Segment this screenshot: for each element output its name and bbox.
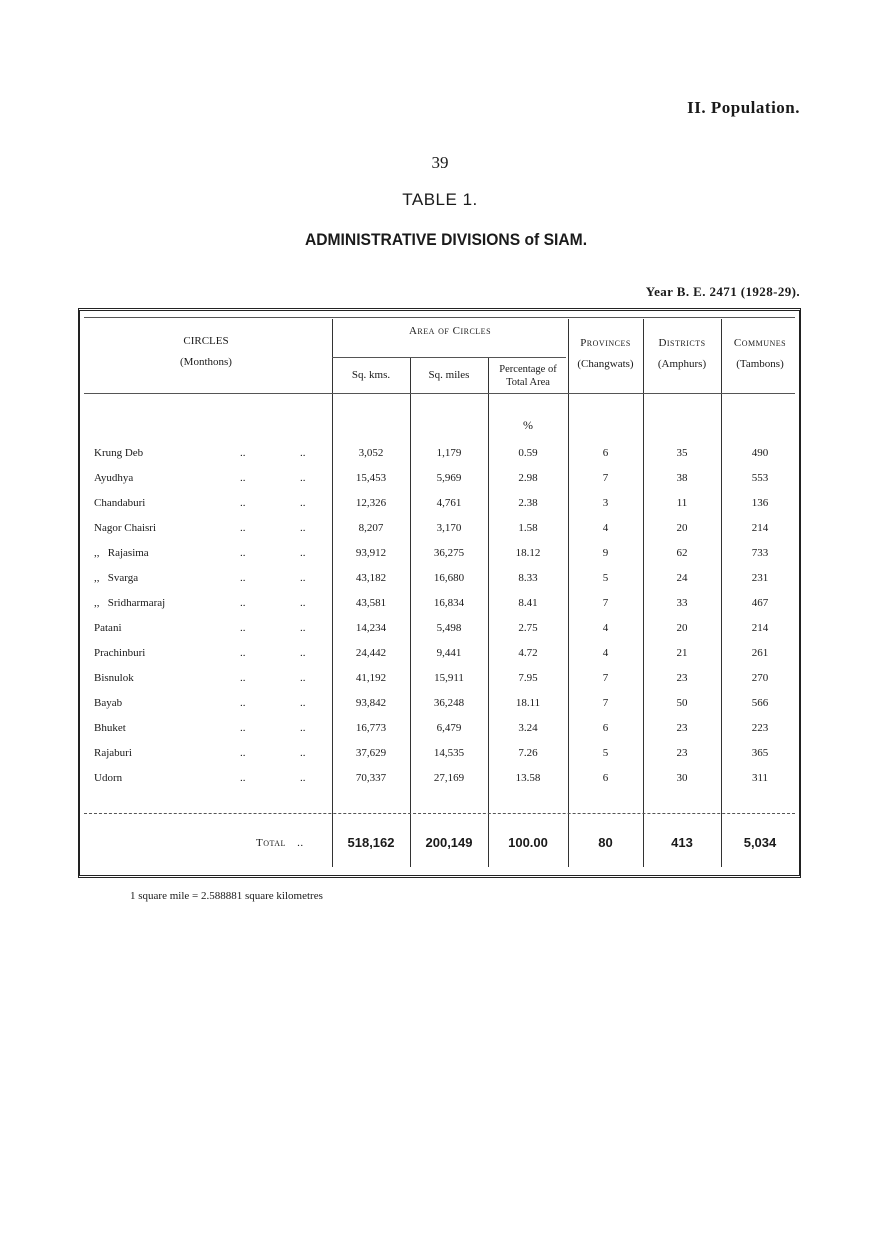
districts-cell: 35 [676,447,688,459]
percentage-cell: 2.38 [518,497,538,509]
total-label: Total .. [256,837,304,849]
percentage-cell: 8.33 [518,572,538,584]
provinces-cell: 6 [602,772,609,784]
provinces-cell: 7 [602,472,609,484]
sq-miles-cell: 5,498 [436,622,462,634]
table-row [80,672,799,697]
section-heading: II. Population. [687,98,800,117]
circles-header: CIRCLES (Monthons) [180,335,232,368]
sq-kms-cell: 24,442 [355,647,387,659]
percentage-cell: 8.41 [518,597,538,609]
communes-cell: 223 [751,722,769,734]
provinces-cell: 4 [602,522,609,534]
districts-cell: 50 [676,697,688,709]
circle-name: Rajaburi [94,747,132,759]
communes-cell: 136 [751,497,769,509]
districts-cell: 21 [676,647,688,659]
leader-dots: .. [300,722,306,734]
circle-name: Chandaburi [94,497,146,509]
sq-miles-cell: 4,761 [436,497,462,509]
percentage-cell: 2.98 [518,472,538,484]
sq-kms-header: Sq. kms. [351,369,391,381]
header-bottom-rule [84,393,795,394]
sq-kms-cell: 16,773 [355,722,387,734]
table-title: TABLE 1. [402,190,478,209]
districts-cell: 62 [676,547,688,559]
percentage-cell: 18.12 [515,547,541,559]
sq-miles-cell: 16,834 [433,597,465,609]
provinces-cell: 5 [602,572,609,584]
circle-name: ,, Rajasima [94,547,149,559]
communes-cell: 261 [751,647,769,659]
sq-miles-header: Sq. miles [428,369,470,381]
table-row [80,447,799,472]
percentage-cell: 13.58 [515,772,541,784]
communes-cell: 365 [751,747,769,759]
sq-kms-cell: 93,842 [355,697,387,709]
leader-dots: .. [240,622,246,634]
leader-dots: .. [300,447,306,459]
sq-miles-cell: 9,441 [436,647,462,659]
table-row [80,697,799,722]
divisions-table [78,308,801,878]
leader-dots: .. [240,472,246,484]
percentage-cell: 7.95 [518,672,538,684]
leader-dots: .. [300,647,306,659]
percentage-cell: 4.72 [518,647,538,659]
provinces-cell: 4 [602,622,609,634]
districts-cell: 33 [676,597,688,609]
table-row [80,547,799,572]
sq-kms-cell: 43,182 [355,572,387,584]
table-row [80,747,799,772]
leader-dots: .. [300,772,306,784]
sq-kms-cell: 8,207 [358,522,384,534]
leader-dots: .. [240,747,246,759]
area-group-rule [332,357,566,358]
circle-name: Bisnulok [94,672,134,684]
sq-kms-cell: 15,453 [355,472,387,484]
footnote: 1 square mile = 2.588881 square kilometres [130,890,323,902]
districts-cell: 23 [676,747,688,759]
sq-miles-cell: 3,170 [436,522,462,534]
districts-cell: 23 [676,722,688,734]
total-row [80,835,799,857]
circle-name: Prachinburi [94,647,146,659]
table-row [80,722,799,747]
districts-cell: 30 [676,772,688,784]
table-subtitle: ADMINISTRATIVE DIVISIONS of SIAM. [304,230,588,249]
provinces-cell: 9 [602,547,609,559]
table-row [80,622,799,647]
leader-dots: .. [300,497,306,509]
percentage-cell: 7.26 [518,747,538,759]
communes-cell: 270 [751,672,769,684]
communes-cell: 566 [751,697,769,709]
provinces-cell: 7 [602,697,609,709]
percentage-cell: 0.59 [518,447,538,459]
area-group-header: Area of Circles [408,325,492,337]
leader-dots: .. [300,747,306,759]
districts-cell: 11 [676,497,688,509]
leader-dots: .. [300,597,306,609]
communes-cell: 311 [751,772,769,784]
leader-dots: .. [240,672,246,684]
year-note: Year B. E. 2471 (1928-29). [645,284,800,299]
leader-dots: .. [300,547,306,559]
communes-cell: 490 [751,447,769,459]
total-provinces: 80 [598,835,613,850]
sq-miles-cell: 15,911 [434,672,464,684]
total-districts: 413 [671,835,693,850]
percentage-cell: 1.58 [518,522,538,534]
circle-name: ,, Svarga [94,572,139,584]
table-row [80,597,799,622]
leader-dots: .. [240,572,246,584]
sq-miles-cell: 14,535 [433,747,465,759]
sq-kms-cell: 43,581 [355,597,387,609]
percentage-cell: 3.24 [518,722,538,734]
sq-miles-cell: 16,680 [433,572,465,584]
sq-kms-cell: 93,912 [355,547,387,559]
sq-miles-cell: 36,248 [433,697,465,709]
sq-kms-cell: 37,629 [355,747,387,759]
sq-miles-cell: 5,969 [436,472,462,484]
provinces-cell: 7 [602,672,609,684]
table-row [80,522,799,547]
leader-dots: .. [240,647,246,659]
districts-cell: 23 [676,672,688,684]
provinces-cell: 6 [602,447,609,459]
circle-name: Bayab [94,697,123,709]
leader-dots: .. [240,722,246,734]
communes-cell: 214 [751,622,769,634]
percentage-cell: 18.11 [515,697,541,709]
provinces-cell: 3 [602,497,609,509]
leader-dots: .. [240,447,246,459]
leader-dots: .. [240,497,246,509]
table-row [80,497,799,522]
sq-miles-cell: 27,169 [433,772,465,784]
sq-kms-cell: 41,192 [355,672,387,684]
sq-miles-cell: 1,179 [436,447,462,459]
provinces-cell: 5 [602,747,609,759]
provinces-cell: 6 [602,722,609,734]
sq-kms-cell: 12,326 [355,497,387,509]
sq-kms-cell: 14,234 [355,622,387,634]
districts-cell: 38 [676,472,688,484]
districts-cell: 20 [676,522,688,534]
circle-name: Patani [94,622,122,634]
provinces-header: Provinces (Changwats) [577,337,634,370]
communes-cell: 467 [751,597,769,609]
table-row [80,647,799,672]
communes-cell: 733 [751,547,769,559]
leader-dots: .. [240,697,246,709]
circle-name: Nagor Chaisri [94,522,157,534]
communes-header: Communes (Tambons) [733,337,787,370]
leader-dots: .. [300,672,306,684]
table-row [80,572,799,597]
sq-kms-cell: 70,337 [355,772,387,784]
circle-name: Ayudhya [94,472,134,484]
leader-dots: .. [240,772,246,784]
total-rule [84,813,795,814]
total-sq-kms: 518,162 [347,835,395,850]
total-communes: 5,034 [743,835,777,850]
sq-kms-cell: 3,052 [358,447,384,459]
total-sq-miles: 200,149 [425,835,473,850]
leader-dots: .. [300,522,306,534]
leader-dots: .. [300,572,306,584]
sq-miles-cell: 6,479 [436,722,462,734]
leader-dots: .. [240,597,246,609]
percentage-unit: % [523,418,533,432]
provinces-cell: 4 [602,647,609,659]
circle-name: ,, Sridharmaraj [94,597,166,609]
leader-dots: .. [300,472,306,484]
leader-dots: .. [240,522,246,534]
districts-header: Districts (Amphurs) [657,337,707,370]
page-number: 39 [431,153,449,172]
table-row [80,772,799,797]
percentage-cell: 2.75 [518,622,538,634]
provinces-cell: 7 [602,597,609,609]
districts-cell: 24 [676,572,688,584]
circle-name: Krung Deb [94,447,144,459]
percentage-header: Percentage of Total Area [499,364,557,388]
districts-cell: 20 [676,622,688,634]
total-percentage: 100.00 [508,835,548,850]
circle-name: Bhuket [94,722,126,734]
communes-cell: 231 [751,572,769,584]
communes-cell: 214 [751,522,769,534]
circle-name: Udorn [94,772,123,784]
communes-cell: 553 [751,472,769,484]
sq-miles-cell: 36,275 [433,547,465,559]
leader-dots: .. [240,547,246,559]
table-row [80,472,799,497]
header-top-rule [84,317,795,318]
leader-dots: .. [300,697,306,709]
leader-dots: .. [300,622,306,634]
